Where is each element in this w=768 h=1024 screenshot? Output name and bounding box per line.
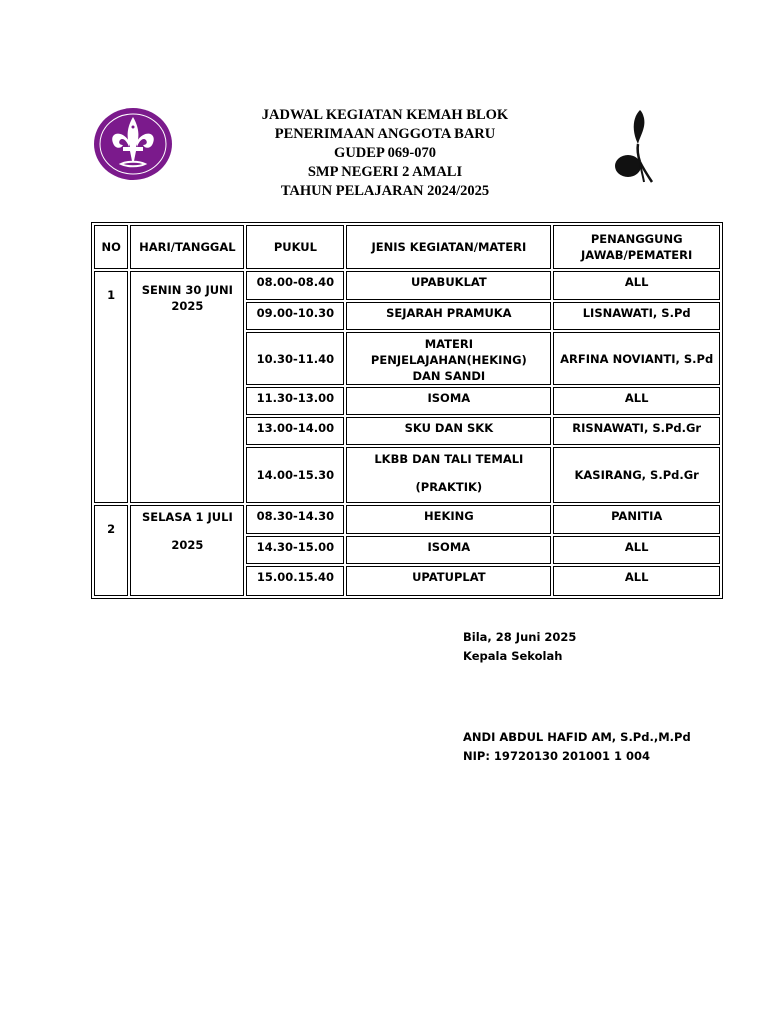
header-pukul: PUKUL	[246, 225, 344, 269]
time-cell: 09.00-10.30	[246, 302, 344, 330]
signature-name: ANDI ABDUL HAFID AM, S.Pd.,M.Pd	[463, 730, 691, 744]
activity-line-1: MATERI PENJELAJAHAN(HEKING)	[370, 337, 527, 367]
time-cell: 14.00-15.30	[246, 447, 344, 503]
person-cell: ALL	[553, 566, 720, 596]
time-cell: 08.30-14.30	[246, 505, 344, 534]
person-cell: ALL	[553, 387, 720, 415]
person-cell: ALL	[553, 536, 720, 564]
activity-cell	[346, 447, 551, 503]
person-cell: ARFINA NOVIANTI, S.Pd	[553, 332, 720, 385]
person-cell: KASIRANG, S.Pd.Gr	[553, 447, 720, 503]
table-header-row	[94, 225, 720, 269]
title-line-5: TAHUN PELAJARAN 2024/2025	[280, 183, 490, 199]
tunas-kelapa-emblem-icon	[610, 106, 658, 186]
activity-cell	[346, 332, 551, 385]
signature-block	[463, 628, 691, 766]
day-1-date-line-2: 2025	[171, 299, 204, 313]
time-cell: 11.30-13.00	[246, 387, 344, 415]
table-row	[94, 271, 720, 300]
time-cell: 14.30-15.00	[246, 536, 344, 564]
time-cell: 15.00.15.40	[246, 566, 344, 596]
activity-cell: SEJARAH PRAMUKA	[346, 302, 551, 330]
activity-cell: ISOMA	[346, 536, 551, 564]
person-cell: RISNAWATI, S.Pd.Gr	[553, 417, 720, 445]
signature-position: Kepala Sekolah	[463, 649, 563, 663]
title-line-4: SMP NEGERI 2 AMALI	[307, 164, 463, 180]
time-cell: 10.30-11.40	[246, 332, 344, 385]
activity-line-1: LKBB DAN TALI TEMALI	[374, 452, 524, 466]
activity-cell: UPABUKLAT	[346, 271, 551, 300]
activity-cell: SKU DAN SKK	[346, 417, 551, 445]
day-1-date-line-1: SENIN 30 JUNI	[141, 283, 233, 297]
document-title	[218, 106, 552, 201]
day-1-number: 1	[94, 271, 128, 503]
header-pj-line-2: JAWAB/PEMATERI	[581, 248, 693, 262]
day-1-date	[130, 271, 244, 503]
activity-cell: ISOMA	[346, 387, 551, 415]
signature-nip: NIP: 19720130 201001 1 004	[463, 749, 650, 763]
person-cell: LISNAWATI, S.Pd	[553, 302, 720, 330]
person-cell: PANITIA	[553, 505, 720, 534]
time-cell: 08.00-08.40	[246, 271, 344, 300]
title-line-1: JADWAL KEGIATAN KEMAH BLOK	[261, 107, 509, 123]
scout-fleur-de-lis-emblem-icon	[93, 107, 173, 181]
title-line-2: PENERIMAAN ANGGOTA BARU	[274, 126, 496, 142]
header-penanggung-jawab	[553, 225, 720, 269]
title-line-3: GUDEP 069-070	[334, 145, 436, 161]
schedule-table	[91, 222, 723, 599]
activity-cell: HEKING	[346, 505, 551, 534]
time-cell: 13.00-14.00	[246, 417, 344, 445]
activity-line-2: (PRAKTIK)	[415, 480, 483, 494]
day-2-date-line-2: 2025	[171, 538, 204, 552]
day-2-number: 2	[94, 505, 128, 596]
header-hari: HARI/TANGGAL	[130, 225, 244, 269]
header-jenis: JENIS KEGIATAN/MATERI	[346, 225, 551, 269]
day-2-date	[130, 505, 244, 596]
activity-cell: UPATUPLAT	[346, 566, 551, 596]
person-cell: ALL	[553, 271, 720, 300]
header-pj-line-1: PENANGGUNG	[590, 232, 683, 246]
signature-place-date: Bila, 28 Juni 2025	[463, 630, 577, 644]
table-row	[94, 505, 720, 534]
day-2-date-line-1: SELASA 1 JULI	[141, 510, 233, 524]
activity-line-2: DAN SANDI	[412, 369, 486, 383]
header-no: NO	[94, 225, 128, 269]
